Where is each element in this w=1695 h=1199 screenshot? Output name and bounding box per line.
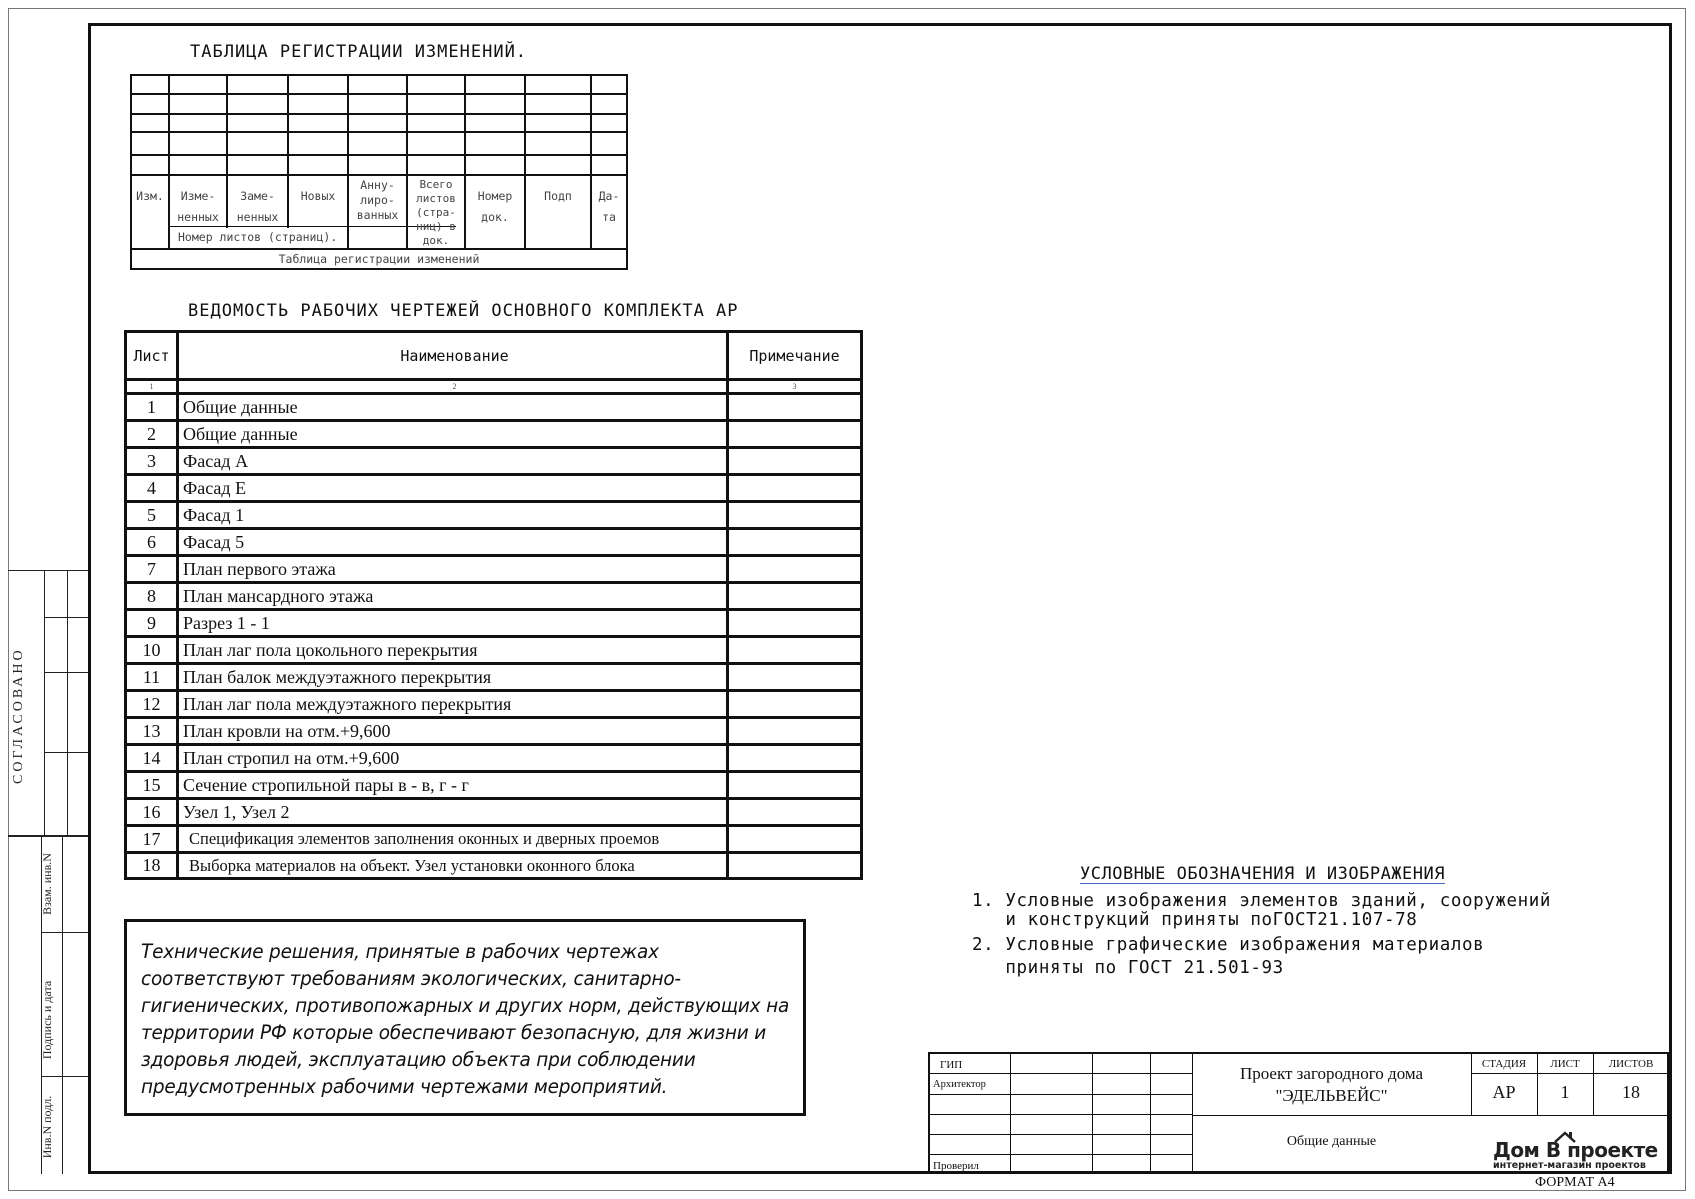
sheet-number: 10 — [142, 639, 161, 660]
reg-col-data: Да- та — [598, 189, 620, 224]
reg-col-novyh: Новых — [300, 189, 336, 203]
sheet-number: 12 — [142, 693, 161, 714]
technical-notes-box — [124, 919, 806, 1116]
sheet-note — [729, 746, 860, 770]
drawings-list-title: ВЕДОМОСТЬ РАБОЧИХ ЧЕРТЕЖЕЙ ОСНОВНОГО КОМПЛЕКТА АР — [188, 301, 739, 321]
list-row — [127, 473, 860, 500]
list-row — [127, 581, 860, 608]
logo-text: Дом В проекте — [1493, 1138, 1658, 1162]
sheet-number: 4 — [147, 477, 156, 498]
reg-col-vsego: Всего листов (стра- ниц) в док. — [416, 178, 456, 247]
sheet-name: Фасад 5 — [183, 531, 245, 552]
list-header-row — [127, 333, 860, 378]
list-row — [127, 716, 860, 743]
vzam-inv-label: Взам. инв.N — [40, 853, 54, 915]
sheet-number: 6 — [147, 531, 156, 552]
legend-item-1-line-2: и конструкций приняты поГОСТ21.107-78 — [972, 910, 1418, 930]
col-name-header: Наименование — [400, 346, 509, 365]
list-row — [127, 608, 860, 635]
list-row — [127, 446, 860, 473]
sheet-number: 14 — [142, 747, 161, 768]
stamp-sheets-value: 18 — [1622, 1082, 1640, 1102]
reg-col-izm: Изм. — [136, 189, 164, 203]
logo-subtitle: интернет-магазин проектов — [1493, 1160, 1646, 1171]
list-row — [127, 635, 860, 662]
notes-line: Технические решения, принятые в рабочих чертежах — [141, 940, 659, 963]
reg-caption: Таблица регистрации изменений — [278, 252, 480, 266]
sheet-name: Разрез 1 - 1 — [183, 612, 270, 633]
reg-sheets-number-label: Номер листов (страниц). — [178, 230, 338, 244]
sheet-note — [729, 476, 860, 500]
list-row — [127, 554, 860, 581]
sheet-name: Спецификация элементов заполнения оконных и дверных проемов — [189, 829, 660, 848]
sheet-note — [729, 638, 860, 662]
list-row — [127, 770, 860, 797]
stamp-sheet-label: ЛИСТ — [1550, 1058, 1580, 1070]
sheet-number: 5 — [147, 504, 156, 525]
reg-col-izmenennyh: Изме- ненных — [177, 189, 219, 224]
sheet-number: 1 — [147, 396, 156, 417]
sheet-note — [729, 557, 860, 581]
notes-line: гигиенических, противопожарных и других норм, действующих на — [141, 994, 790, 1017]
sheet-name: План кровли на отм.+9,600 — [183, 720, 391, 741]
sheet-name: Выборка материалов на объект. Узел установки оконного блока — [189, 855, 635, 875]
format-label: ФОРМАТ А4 — [1535, 1175, 1615, 1190]
list-row — [127, 419, 860, 446]
sheet-name: План лаг пола цокольного перекрытия — [183, 639, 478, 660]
stamp-stage-value: АР — [1492, 1082, 1516, 1102]
list-row — [127, 824, 860, 851]
sheet-name: План балок междуэтажного перекрытия — [183, 666, 492, 687]
registration-table — [130, 74, 628, 270]
legend-title: УСЛОВНЫЕ ОБОЗНАЧЕНИЯ И ИЗОБРАЖЕНИЯ — [1080, 864, 1445, 884]
stamp-project-line-2: "ЭДЕЛЬВЕЙС" — [1275, 1086, 1388, 1105]
sheet-note — [729, 395, 860, 419]
sheet-name: План первого этажа — [183, 558, 336, 579]
sheet-name: Сечение стропильной пары в - в, г - г — [183, 774, 469, 795]
sheet-note — [729, 719, 860, 743]
sheet-note — [729, 584, 860, 608]
drawings-list-table — [124, 330, 863, 880]
legend-item-1-line-1: 1. Условные изображения элементов зданий, сооружений — [972, 891, 1552, 911]
reg-col-podp: Подп — [544, 189, 572, 203]
list-row — [127, 743, 860, 770]
sheet-note — [729, 503, 860, 527]
sheet-number: 3 — [147, 450, 156, 471]
sheet-note — [729, 692, 860, 716]
col-number: 2 — [452, 382, 457, 391]
col-number: 1 — [149, 382, 154, 391]
stamp-sheets-label: ЛИСТОВ — [1608, 1058, 1654, 1070]
list-row — [127, 797, 860, 824]
list-colnum-row — [127, 378, 860, 392]
sheet-number: 17 — [142, 828, 161, 849]
sheet-note — [729, 611, 860, 635]
col-note-header: Примечание — [749, 346, 840, 365]
stamp-architect-label: Архитектор — [933, 1079, 986, 1090]
stamp-stage-label: СТАДИЯ — [1481, 1058, 1527, 1070]
sheet-number: 15 — [142, 774, 161, 795]
reg-col-nomer-dok: Номер док. — [477, 189, 513, 224]
sheet-name: Общие данные — [183, 423, 298, 444]
col-number: 3 — [792, 382, 797, 391]
stamp-sheet-title: Общие данные — [1286, 1134, 1377, 1149]
list-row — [127, 689, 860, 716]
sheet-number: 18 — [142, 855, 161, 875]
sheet-number: 8 — [147, 585, 156, 606]
sheet-name: Общие данные — [183, 396, 298, 417]
sheet-number: 11 — [142, 666, 161, 687]
notes-line: территории РФ которые обеспечивают безопасную, для жизни и — [141, 1021, 767, 1044]
sheet-name: План мансардного этажа — [183, 585, 374, 606]
sheet-number: 9 — [147, 612, 156, 633]
list-row — [127, 500, 860, 527]
inv-podl-label: Инв.N подл. — [40, 1095, 54, 1159]
title-block-stamp — [928, 1052, 1669, 1174]
notes-line: здоровья людей, эксплуатацию объекта при соблюдении — [141, 1048, 696, 1071]
notes-line: предусмотренных рабочими чертежами мероприятий. — [141, 1075, 668, 1098]
stamp-sheet-value: 1 — [1560, 1082, 1570, 1102]
stamp-project-line-1: Проект загородного дома — [1239, 1064, 1424, 1083]
reg-col-zamenennyh: Заме- ненных — [236, 189, 279, 224]
sheet-note — [729, 827, 860, 851]
notes-line: соответствуют требованиям экологических, санитарно- — [141, 967, 681, 990]
list-row — [127, 662, 860, 689]
col-sheet-header: Лист — [133, 346, 170, 365]
dom-v-proekte-logo — [1485, 1130, 1665, 1172]
reg-col-annul: Анну- лиро- ванных — [356, 178, 399, 222]
sheet-note — [729, 773, 860, 797]
sheet-name: Узел 1, Узел 2 — [183, 801, 290, 822]
sheet-name: План лаг пола междуэтажного перекрытия — [183, 693, 512, 714]
sheet-note — [729, 449, 860, 473]
legend-item-2-line-1: 2. Условные графические изображения материалов — [972, 935, 1485, 955]
registration-table-title: ТАБЛИЦА РЕГИСТРАЦИИ ИЗМЕНЕНИЙ. — [190, 42, 528, 62]
sheet-note — [729, 665, 860, 689]
stamp-gip-label: ГИП — [940, 1059, 963, 1071]
sheet-name: Фасад Е — [183, 477, 247, 498]
soglasovano-label: СОГЛАСОВАНО — [11, 647, 26, 784]
list-row — [127, 527, 860, 554]
sheet-number: 16 — [142, 801, 161, 822]
list-row — [127, 392, 860, 419]
sheet-note — [729, 530, 860, 554]
legend-item-2-line-2: приняты по ГОСТ 21.501-93 — [972, 958, 1284, 978]
sheet-number: 13 — [142, 720, 161, 741]
list-row — [127, 851, 860, 877]
sheet-number: 7 — [147, 558, 156, 579]
sheet-name: Фасад А — [183, 450, 249, 471]
sheet-number: 2 — [147, 423, 156, 444]
podpis-data-label: Подпись и дата — [40, 980, 54, 1060]
sheet-note — [729, 854, 860, 877]
stamp-checked-label: Проверил — [933, 1160, 979, 1172]
sheet-note — [729, 422, 860, 446]
sheet-name: План стропил на отм.+9,600 — [183, 747, 400, 768]
sheet-name: Фасад 1 — [183, 504, 245, 525]
sheet-note — [729, 800, 860, 824]
